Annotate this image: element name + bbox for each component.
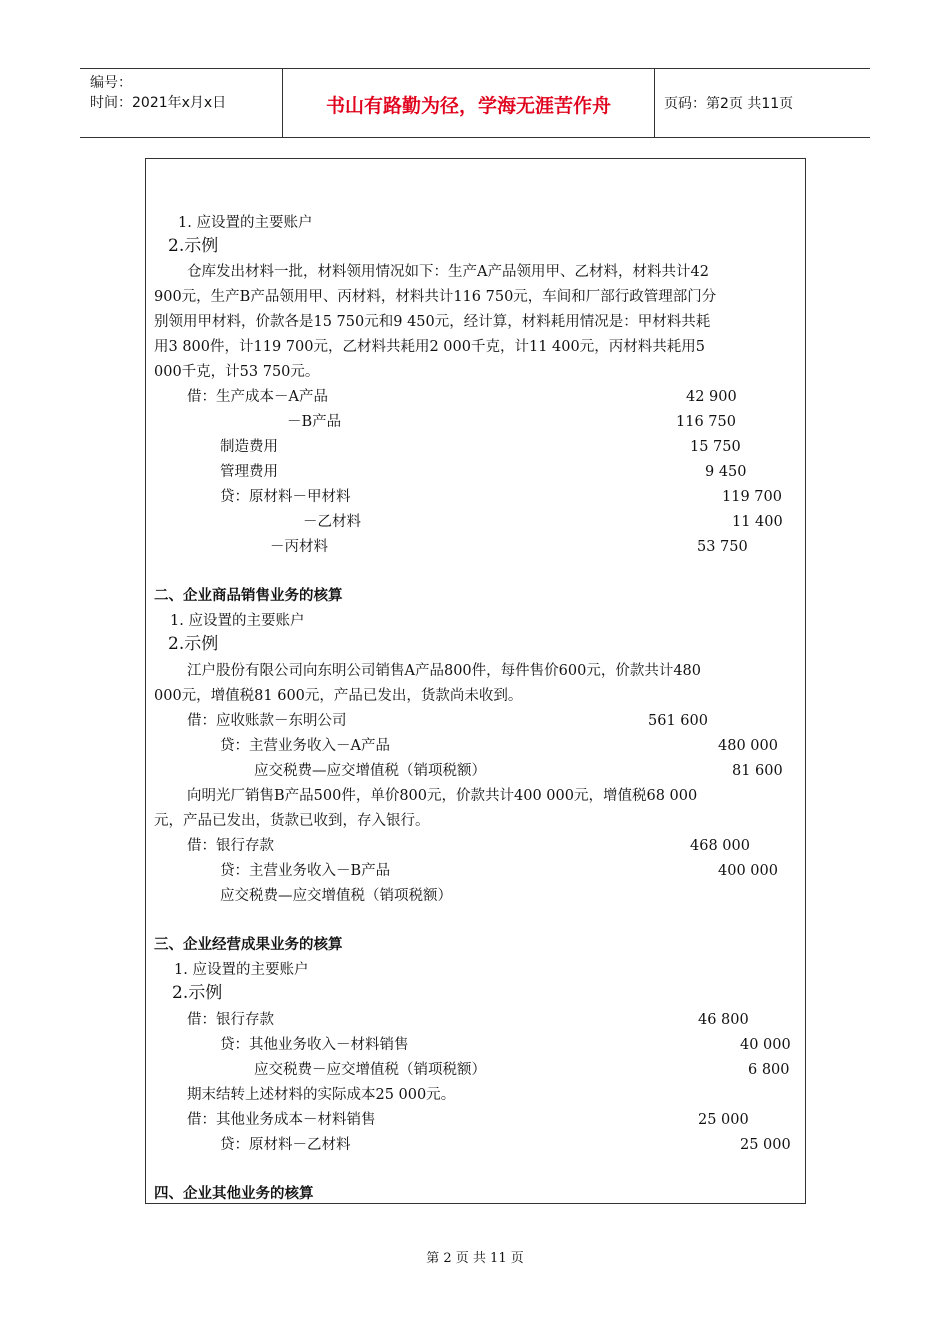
amount: 6 800: [748, 1062, 790, 1078]
text-line: 别领用甲材料，价款各是15 750元和9 450元，经计算，材料耗用情况是：甲材料共耗: [154, 314, 711, 330]
entry-line: 贷：其他业务收入－材料销售: [220, 1037, 409, 1053]
amount: 40 000: [740, 1037, 791, 1053]
text-line: 900元，生产B产品领用甲、丙材料，材料共计116 750元，车间和厂部行政管理部门分: [154, 289, 717, 305]
amount: 9 450: [705, 464, 747, 480]
entry-line: 管理费用: [220, 464, 278, 480]
amount: 46 800: [698, 1012, 749, 1028]
entry-line: 贷：主营业务收入－B产品: [220, 863, 391, 879]
page-label: 页码：第2页 共11页: [664, 96, 794, 112]
amount: 480 000: [718, 738, 778, 754]
text-line: 000元，增值税81 600元，产品已发出，货款尚未收到。: [154, 688, 523, 704]
number-label: 编号：: [90, 75, 132, 91]
text-line: 1. 应设置的主要账户: [178, 215, 313, 231]
text-line: 2.示例: [172, 983, 223, 1003]
entry-line: 应交税费－应交增值税（销项税额）: [254, 1062, 486, 1078]
entry-line: 借：其他业务成本－材料销售: [187, 1112, 376, 1128]
text-line: 000千克，计53 750元。: [154, 364, 320, 380]
amount: 561 600: [648, 713, 708, 729]
text-line: 用3 800件，计119 700元，乙材料共耗用2 000千克，计11 400元，丙材料共耗用5: [154, 339, 705, 355]
amount: 42 900: [686, 389, 737, 405]
section-heading: 三、企业经营成果业务的核算: [154, 937, 343, 953]
header-divider: [654, 69, 655, 137]
entry-line: 借：生产成本－A产品: [187, 389, 328, 405]
text-line: 1. 应设置的主要账户: [174, 962, 309, 978]
amount: 468 000: [690, 838, 750, 854]
entry-line: 借：应收账款－东明公司: [187, 713, 347, 729]
amount: 400 000: [718, 863, 778, 879]
section-heading: 四、企业其他业务的核算: [154, 1186, 314, 1202]
entry-line: －乙材料: [303, 514, 361, 530]
page-footer: 第 2 页 共 11 页: [426, 1251, 524, 1266]
section-heading: 二、企业商品销售业务的核算: [154, 588, 343, 604]
entry-line: －丙材料: [270, 539, 328, 555]
entry-line: 借：银行存款: [187, 1012, 274, 1028]
text-line: 元，产品已发出，货款已收到，存入银行。: [154, 813, 430, 829]
entry-line: 贷：原材料－乙材料: [220, 1137, 351, 1153]
amount: 25 000: [698, 1112, 749, 1128]
date-label: 时间：2021年x月x日: [90, 95, 227, 111]
header-meta: [90, 73, 226, 113]
text-line: 2.示例: [168, 634, 219, 654]
text-line: 仓库发出材料一批，材料领用情况如下：生产A产品领用甲、乙材料，材料共计42: [187, 264, 709, 280]
entry-line: 制造费用: [220, 439, 278, 455]
entry-line: 借：银行存款: [187, 838, 274, 854]
entry-line: －B产品: [287, 414, 342, 430]
entry-line: 应交税费—应交增值税（销项税额）: [220, 888, 452, 904]
text-line: 1. 应设置的主要账户: [170, 613, 305, 629]
amount: 11 400: [732, 514, 783, 530]
text-line: 江户股份有限公司向东明公司销售A产品800件，每件售价600元，价款共计480: [187, 663, 701, 679]
entry-line: 贷：原材料－甲材料: [220, 489, 351, 505]
amount: 25 000: [740, 1137, 791, 1153]
text-line: 向明光厂销售B产品500件，单价800元，价款共计400 000元，增值税68 000: [187, 788, 698, 804]
amount: 116 750: [676, 414, 736, 430]
header-motto: 书山有路勤为径，学海无涯苦作舟: [325, 95, 611, 117]
amount: 53 750: [697, 539, 748, 555]
entry-line: 应交税费—应交增值税（销项税额）: [254, 763, 486, 779]
text-line: 期末结转上述材料的实际成本25 000元。: [187, 1087, 456, 1103]
amount: 81 600: [732, 763, 783, 779]
amount: 15 750: [690, 439, 741, 455]
entry-line: 贷：主营业务收入－A产品: [220, 738, 390, 754]
amount: 119 700: [722, 489, 782, 505]
text-line: 2.示例: [168, 236, 219, 256]
page-header: [80, 68, 870, 138]
